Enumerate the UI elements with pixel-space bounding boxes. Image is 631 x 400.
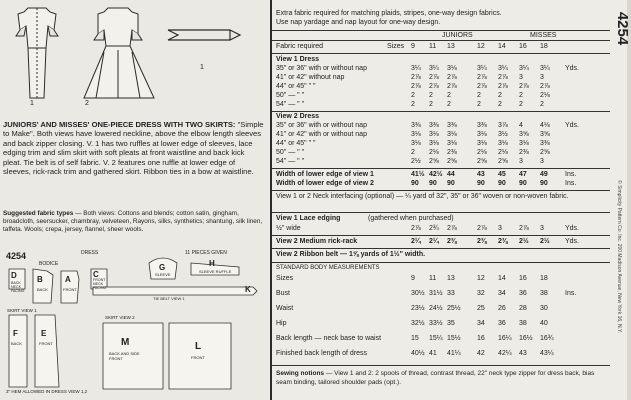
measure-row-value: 41¼ xyxy=(447,350,461,357)
view2-row-value: 2⅝ xyxy=(447,158,457,165)
description-block xyxy=(3,120,265,176)
view2-row-value: 3 xyxy=(519,158,523,165)
measure-row-value: 36 xyxy=(498,320,506,327)
piece-text-g: SLEEVE xyxy=(155,272,171,277)
copyright-text: © Simplicity Pattern Co. Inc. 200 Madison Avenue, New York 16, N.Y. xyxy=(616,180,622,334)
layout-number: 4254 xyxy=(6,251,27,261)
view2-row-value: 2⅝ xyxy=(429,158,439,165)
view2-row-value: 2 xyxy=(411,149,415,156)
view2-row-label: 44" or 45" " " xyxy=(276,140,316,147)
pattern-pieces-svg xyxy=(3,245,265,395)
rule xyxy=(272,40,610,41)
view1-row-value: 2⅞ xyxy=(447,83,457,90)
rickrack-row-value: 2⅜ xyxy=(477,238,487,245)
width-row-value: 44 xyxy=(447,171,455,178)
view2-row-value: 2½ xyxy=(411,158,421,165)
skirt-view1-label: SKIRT VIEW 1 xyxy=(7,308,37,313)
measure-title: STANDARD BODY MEASUREMENTS xyxy=(276,265,380,271)
measure-row-value: 34 xyxy=(498,290,506,297)
measure-row-value: 16 xyxy=(477,335,485,342)
view2-row-value: 3⅛ xyxy=(447,131,457,138)
view1-row-value: 2 xyxy=(411,101,415,108)
view1-row-value: 2 xyxy=(429,92,433,99)
piece-text-b: BACK xyxy=(37,287,48,292)
view2-row-value: 4⅛ xyxy=(540,122,550,129)
rule xyxy=(272,235,610,236)
lace-row-value: 3 xyxy=(498,225,502,232)
lace-row-value: 2¾ xyxy=(429,225,439,232)
view1-row-value: 2⅞ xyxy=(411,74,421,81)
col-sizes: Sizes xyxy=(387,43,405,50)
view1-row-value: 2 xyxy=(477,101,481,108)
description-text: "Simple to Make". Both views have lowered neckline, above the elbow length sleeves and back zipper closing. V. 1 has two ruffles at lower edge of sleeves, lace edging trim and slim skirt with soft pleats at front waistline and back kick pleat. Tie belt is of self fabric. V. 2 features one ruffle at lower edge of sleeves, rick-rack trim and gathered skirt. Ribbon ties in a bow at waistline. xyxy=(3,120,264,177)
measure-row-value: 9 xyxy=(411,275,415,282)
measure-row-value: 34 xyxy=(477,320,485,327)
view1-row-value: 2⅞ xyxy=(429,74,439,81)
view1-row-value: 2 xyxy=(447,92,451,99)
interfacing-note: View 1 or 2 Neck interfacing (optional) — ¼ yard of 32", 35" or 36" woven or non-woven fabric. xyxy=(276,193,569,200)
rule xyxy=(272,365,610,366)
view2-row-value: 3⅛ xyxy=(429,140,439,147)
view1-row-value: 3 xyxy=(519,74,523,81)
description-heading: JUNIORS' AND MISSES' ONE-PIECE DRESS WITH TWO SKIRTS: xyxy=(3,120,236,129)
piece-letter-k: K xyxy=(245,285,251,294)
size-col-header: 9 xyxy=(411,43,415,50)
view-label-2: 2 xyxy=(85,100,89,107)
measure-row-value: 43¼ xyxy=(540,350,554,357)
view1-row-label: 50" — " " xyxy=(276,92,305,99)
lace-row-value: 3 xyxy=(540,225,544,232)
view2-row-value: 3⅛ xyxy=(477,140,487,147)
notions-text: — View 1 and 2: 2 spools of thread, contrast thread, 22" neck type zipper for dress back, bias seam binding, tailored shoulder pads (opt.). xyxy=(276,370,595,386)
right-panel xyxy=(270,0,612,400)
width-row-value: 42½ xyxy=(429,171,443,178)
view2-row-value: 2⅜ xyxy=(447,149,457,156)
view2-row-unit: Yds. xyxy=(565,122,580,129)
measure-row-value: 26 xyxy=(498,305,506,312)
view1-row-value: 2⅞ xyxy=(429,83,439,90)
width-row-value: 41½ xyxy=(411,171,425,178)
view2-row-value: 3⅜ xyxy=(447,122,457,129)
size-col-header: 11 xyxy=(429,43,437,50)
view2-row-value: 4 xyxy=(519,122,523,129)
view2-row-value: 3⅛ xyxy=(429,131,439,138)
size-col-header: 12 xyxy=(477,43,485,50)
measure-row-value: 11 xyxy=(429,275,437,282)
width-row-value: 49 xyxy=(540,171,548,178)
sewing-notions xyxy=(276,369,606,387)
view1-row-value: 3¼ xyxy=(519,65,529,72)
view2-row-value: 2⅜ xyxy=(519,149,529,156)
dress-illustrations xyxy=(0,0,268,115)
view1-row-value: 2 xyxy=(429,101,433,108)
view2-row-value: 2⅛ xyxy=(498,149,508,156)
measure-row-value: 12 xyxy=(477,275,485,282)
rickrack-row-value: 2½ xyxy=(519,238,529,245)
measure-row-value: 25½ xyxy=(447,305,461,312)
view2-row-value: 3⅝ xyxy=(540,131,550,138)
width-row-value: 90 xyxy=(447,180,455,187)
group-misses: MISSES xyxy=(530,32,557,39)
measure-row-label: Finished back length of dress xyxy=(276,350,368,357)
view1-row-label: 41" or 42" without nap xyxy=(276,74,345,81)
lace-row-value: 2⅞ xyxy=(447,225,457,232)
dress-label: DRESS xyxy=(81,250,99,256)
width-row-value: 90 xyxy=(429,180,437,187)
view2-row-value: 3⅛ xyxy=(477,131,487,138)
view2-row-value: 3⅛ xyxy=(411,140,421,147)
view1-row-value: 2⅞ xyxy=(519,83,529,90)
view2-row-value: 3⅜ xyxy=(540,140,550,147)
left-panel xyxy=(0,0,268,400)
width-row-value: 90 xyxy=(477,180,485,187)
view1-row-label: 54" — " " xyxy=(276,101,305,108)
measure-row-value: 16 xyxy=(519,275,527,282)
piece-letter-a: A xyxy=(65,275,71,284)
notions-title: Sewing notions xyxy=(276,370,325,377)
measure-row-value: 25 xyxy=(477,305,485,312)
measure-row-value: 15¼ xyxy=(429,335,443,342)
lace-row-value: 2⅞ xyxy=(411,225,421,232)
measure-row-label: Waist xyxy=(276,305,294,312)
group-juniors: JUNIORS xyxy=(442,32,473,39)
view1-row-unit: Yds. xyxy=(565,65,580,72)
rickrack-row-value: 2⅜ xyxy=(498,238,508,245)
measure-row-unit: Ins. xyxy=(565,290,577,297)
rule xyxy=(272,262,610,263)
view1-row-value: 2⅞ xyxy=(498,83,508,90)
measure-row-value: 38 xyxy=(519,320,527,327)
view1-row-value: 2⅛ xyxy=(540,92,550,99)
view1-row-value: 2 xyxy=(477,92,481,99)
view2-row-label: 35" or 36" with or without nap xyxy=(276,122,367,129)
measure-row-value: 32 xyxy=(477,290,485,297)
view2-row-value: 3⅞ xyxy=(498,122,508,129)
view2-row-label: 41" or 42" with or without nap xyxy=(276,131,367,138)
measure-row-value: 40 xyxy=(540,320,548,327)
width-row-unit: Ins. xyxy=(565,180,577,187)
piece-letter-m: M xyxy=(121,337,130,348)
width-row-value: 90 xyxy=(519,180,527,187)
size-col-header: 16 xyxy=(519,43,527,50)
rule xyxy=(272,53,610,54)
lace-row-value: 2⅞ xyxy=(477,225,487,232)
measure-row-value: 24½ xyxy=(429,305,443,312)
view1-row-value: 3⅛ xyxy=(447,65,457,72)
measure-row-value: 42¼ xyxy=(498,350,512,357)
piece-text-a: FRONT xyxy=(63,287,77,292)
measure-row-value: 30½ xyxy=(411,290,425,297)
view1-row-value: 3¼ xyxy=(429,65,439,72)
pieces-label: 11 PIECES GIVEN xyxy=(185,250,227,256)
lace-row-unit: Yds. xyxy=(565,225,580,232)
piece-letter-g: G xyxy=(159,263,166,272)
measure-row-value: 16½ xyxy=(519,335,533,342)
measure-row-label: Sizes xyxy=(276,275,294,282)
measure-row-value: 15½ xyxy=(447,335,461,342)
piece-letter-f: F xyxy=(13,329,18,338)
measure-row-value: 18 xyxy=(540,275,548,282)
size-col-header: 13 xyxy=(447,43,455,50)
fabric-types-title: Suggested fabric types xyxy=(3,210,74,217)
piece-text-c: FRONT NECK FACING xyxy=(93,278,107,290)
view1-row-value: 3¼ xyxy=(477,65,487,72)
rickrack-row-value: 2¼ xyxy=(411,238,421,245)
note-line-2: Use nap yardage and nap layout for one-way design. xyxy=(276,19,441,26)
fabric-types-block xyxy=(3,210,265,233)
pattern-layout-diagram xyxy=(3,245,265,395)
view2-row-value: 3⅜ xyxy=(429,122,439,129)
col-fabric-required: Fabric required xyxy=(276,43,324,50)
lace-note: (gathered when purchased) xyxy=(368,215,454,222)
view2-row-value: 3½ xyxy=(498,131,508,138)
view2-row-value: 3⅝ xyxy=(519,131,529,138)
fabric-types-text: — Both views: Cottons and blends; cotton satin, gingham, broadcloth, seersucker, chambray, velveteen, Rayons, silks, synthetics; shantung, silk linen, taffeta. Wools; crepa, jersey, flannel, sheer wools. xyxy=(3,210,263,233)
measure-row-label: Back length — neck base to waist xyxy=(276,335,382,342)
lace-title: View 1 Lace edging xyxy=(276,215,341,222)
view1-row-value: 3¼ xyxy=(498,65,508,72)
width-row-value: 43 xyxy=(477,171,485,178)
note-line-1: Extra fabric required for matching plaids, stripes, one-way design fabrics. xyxy=(276,10,502,17)
piece-letter-b: B xyxy=(37,275,43,284)
bodice-label: BODICE xyxy=(39,261,59,267)
measure-row-value: 23½ xyxy=(411,305,425,312)
width-row-value: 45 xyxy=(498,171,506,178)
rickrack-row-value: 2½ xyxy=(540,238,550,245)
view2-row-value: 2⅝ xyxy=(498,158,508,165)
size-col-header: 14 xyxy=(498,43,506,50)
measure-row-value: 41 xyxy=(429,350,437,357)
width-row-value: 90 xyxy=(411,180,419,187)
view1-row-value: 3 xyxy=(540,74,544,81)
rule xyxy=(272,248,610,249)
hem-note: 3" HEM ALLOWED IN DRESS VIEW 1,2 xyxy=(6,389,88,394)
view2-row-value: 3⅜ xyxy=(477,122,487,129)
view1-row-value: 2⅞ xyxy=(411,83,421,90)
measure-row-value: 36 xyxy=(519,290,527,297)
measure-row-value: 38 xyxy=(540,290,548,297)
piece-letter-l: L xyxy=(195,341,202,352)
vertical-strip xyxy=(610,0,631,400)
view2-row-value: 2⅝ xyxy=(540,149,550,156)
rickrack-row-label: View 2 Medium rick-rack xyxy=(276,238,358,245)
measure-row-value: 13 xyxy=(447,275,455,282)
piece-text-h: SLEEVE RUFFLE xyxy=(199,269,232,274)
measure-row-label: Bust xyxy=(276,290,291,297)
view1-row-value: 2 xyxy=(519,101,523,108)
view1-row-value: 2 xyxy=(498,92,502,99)
piece-letter-d: D xyxy=(11,271,17,280)
view1-row-label: 35" or 36" with or without nap xyxy=(276,65,367,72)
view1-row-value: 2⅞ xyxy=(498,74,508,81)
view1-row-value: 2⅞ xyxy=(477,83,487,90)
measure-row-label: Hip xyxy=(276,320,287,327)
tie-belt-label: TIE BELT VIEW 1 xyxy=(153,296,185,301)
measure-row-value: 35 xyxy=(447,320,455,327)
measure-row-value: 30 xyxy=(540,305,548,312)
measure-row-value: 33½ xyxy=(429,320,443,327)
ribbon-note: View 2 Ribbon belt — 1⅝ yards of 1½" width. xyxy=(276,251,426,258)
view2-title: View 2 Dress xyxy=(276,113,320,120)
view1-row-value: 2 xyxy=(540,101,544,108)
view-label-belt: 1 xyxy=(200,64,204,71)
measure-row-value: 43 xyxy=(519,350,527,357)
view1-row-value: 2 xyxy=(519,92,523,99)
view2-row-value: 2⅛ xyxy=(429,149,439,156)
view2-row-value: 3 xyxy=(540,158,544,165)
rule xyxy=(272,168,610,169)
width-row-value: 47 xyxy=(519,171,527,178)
view2-row-value: 3⅛ xyxy=(519,140,529,147)
piece-letter-h: H xyxy=(209,259,215,268)
measure-row-value: 15 xyxy=(411,335,419,342)
measure-row-value: 31½ xyxy=(429,290,443,297)
lace-row-value: 2⅞ xyxy=(519,225,529,232)
width-row-label: Width of lower edge of view 1 xyxy=(276,171,374,178)
piece-text-e: FRONT xyxy=(39,341,53,346)
view1-row-value: 2 xyxy=(411,92,415,99)
piece-text-d: BACK NECK FACING xyxy=(11,281,25,293)
view1-row-value: 3¼ xyxy=(411,65,421,72)
measure-row-value: 28 xyxy=(519,305,527,312)
view1-row-label: 44" or 45" " " xyxy=(276,83,316,90)
view1-row-value: 2⅞ xyxy=(477,74,487,81)
view2-row-value: 3⅜ xyxy=(411,122,421,129)
view2-row-label: 54" — " " xyxy=(276,158,305,165)
rule xyxy=(272,190,610,191)
measure-row-value: 16¾ xyxy=(540,335,554,342)
vertical-pattern-number: 4254 xyxy=(613,11,631,46)
width-row-value: 90 xyxy=(540,180,548,187)
piece-text-f: BACK xyxy=(11,341,22,346)
view2-row-value: 2⅝ xyxy=(477,158,487,165)
skirt-view2-label: SKIRT VIEW 2 xyxy=(105,315,135,320)
rickrack-row-value: 2¼ xyxy=(429,238,439,245)
view1-row-value: 3¼ xyxy=(540,65,550,72)
view2-row-value: 3⅛ xyxy=(411,131,421,138)
piece-text-l: FRONT xyxy=(191,355,205,360)
measure-row-value: 33 xyxy=(447,290,455,297)
rickrack-row-unit: Yds. xyxy=(565,238,580,245)
size-col-header: 18 xyxy=(540,43,548,50)
view2-row-label: 50" — " " xyxy=(276,149,305,156)
view2-row-value: 3⅛ xyxy=(498,140,508,147)
measure-row-value: 14 xyxy=(498,275,506,282)
piece-text-m: BACK AND SIDE FRONT xyxy=(109,351,140,361)
measure-row-value: 32½ xyxy=(411,320,425,327)
rule xyxy=(272,212,610,213)
view1-row-value: 2⅞ xyxy=(447,74,457,81)
measure-row-value: 16¼ xyxy=(498,335,512,342)
view-label-1: 1 xyxy=(30,100,34,107)
view2-row-value: 3⅛ xyxy=(447,140,457,147)
measure-row-value: 42 xyxy=(477,350,485,357)
view1-row-value: 2 xyxy=(498,101,502,108)
rule xyxy=(272,30,610,31)
lace-row-label: ½" wide xyxy=(276,225,301,232)
width-row-value: 90 xyxy=(498,180,506,187)
piece-letter-c: C xyxy=(93,270,99,279)
measure-row-value: 40½ xyxy=(411,350,425,357)
view1-row-value: 2⅞ xyxy=(540,83,550,90)
rickrack-row-value: 2⅜ xyxy=(447,238,457,245)
width-row-label: Width of lower edge of view 2 xyxy=(276,180,374,187)
view1-title: View 1 Dress xyxy=(276,56,320,63)
rule xyxy=(272,111,610,112)
width-row-unit: Ins. xyxy=(565,171,577,178)
piece-letter-e: E xyxy=(41,329,47,338)
view2-row-value: 2⅛ xyxy=(477,149,487,156)
view1-row-value: 2 xyxy=(447,101,451,108)
